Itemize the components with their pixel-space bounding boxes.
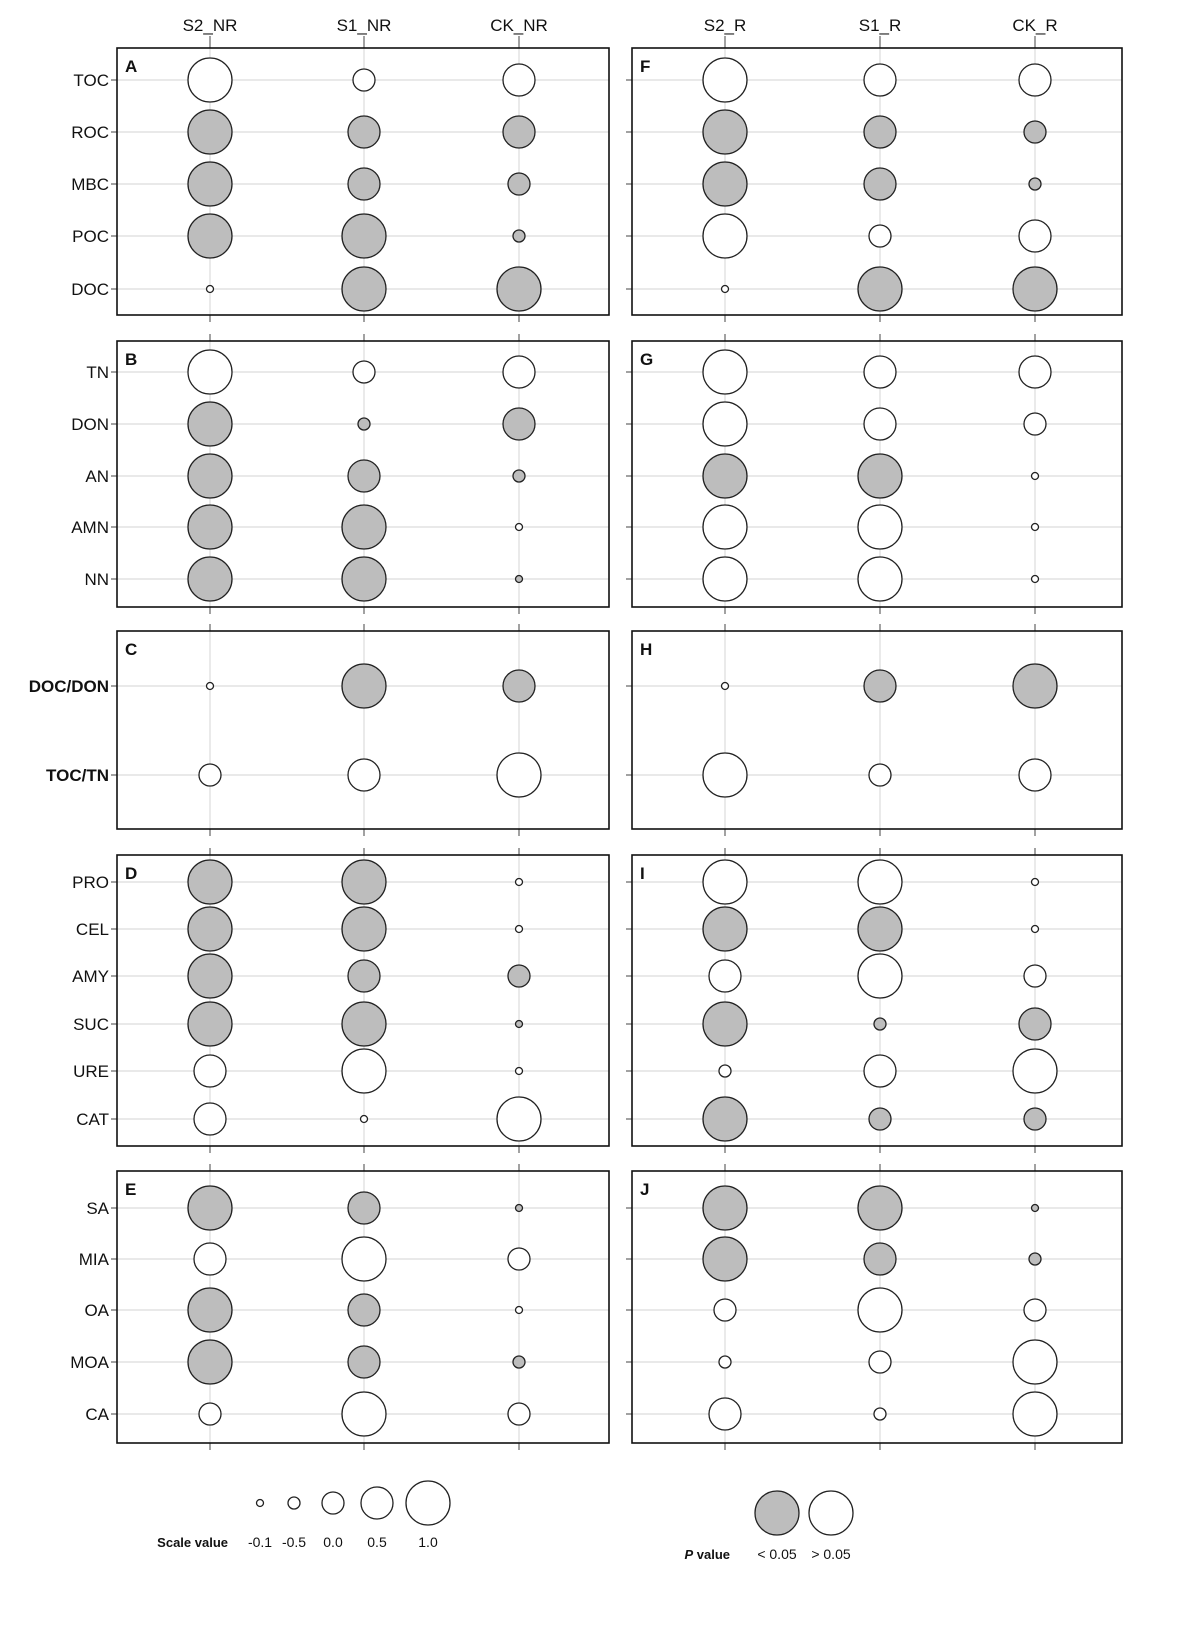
row-label-doc: DOC bbox=[71, 280, 109, 299]
bubble-oa-s2_nr bbox=[188, 1288, 232, 1332]
row-label-mbc: MBC bbox=[71, 175, 109, 194]
bubble-ure-s2_r bbox=[719, 1065, 731, 1077]
legend-scale bbox=[157, 1481, 450, 1550]
bubble-an-s1_nr bbox=[348, 460, 380, 492]
bubble-cat-s2_r bbox=[703, 1097, 747, 1141]
bubble-toc-ck_nr bbox=[503, 64, 535, 96]
bubble-pro-s1_r bbox=[858, 860, 902, 904]
bubble-nn-ck_nr bbox=[516, 576, 523, 583]
bubble-doc-don-s2_nr bbox=[207, 683, 214, 690]
column-label-CK_R: CK_R bbox=[1012, 16, 1058, 35]
bubble-roc-ck_r bbox=[1024, 121, 1046, 143]
bubble-mbc-s1_r bbox=[864, 168, 896, 200]
panel-letter: C bbox=[125, 640, 138, 659]
bubble-poc-s2_nr bbox=[188, 214, 232, 258]
bubble-cel-s2_nr bbox=[188, 907, 232, 951]
bubble-mia-s1_r bbox=[864, 1243, 896, 1275]
bubble-pro-ck_nr bbox=[516, 879, 523, 886]
bubble-mia-ck_nr bbox=[508, 1248, 530, 1270]
legend-scale-label: 0.5 bbox=[367, 1534, 387, 1550]
bubble-amy-s2_r bbox=[709, 960, 741, 992]
bubble-pro-s2_nr bbox=[188, 860, 232, 904]
row-label-oa: OA bbox=[84, 1301, 109, 1320]
bubble-amy-ck_r bbox=[1024, 965, 1046, 987]
bubble-cat-ck_nr bbox=[497, 1097, 541, 1141]
bubble-toc-s1_r bbox=[864, 64, 896, 96]
bubble-mbc-s2_r bbox=[703, 162, 747, 206]
bubble-amn-s2_nr bbox=[188, 505, 232, 549]
bubble-ca-ck_r bbox=[1013, 1392, 1057, 1436]
panel-I bbox=[626, 848, 1122, 1153]
bubble-an-ck_r bbox=[1032, 473, 1039, 480]
bubble-tn-ck_nr bbox=[503, 356, 535, 388]
bubble-nn-s1_nr bbox=[342, 557, 386, 601]
bubble-mia-s1_nr bbox=[342, 1237, 386, 1281]
row-label-amy: AMY bbox=[72, 967, 109, 986]
bubble-roc-ck_nr bbox=[503, 116, 535, 148]
panel-A bbox=[111, 41, 609, 322]
bubble-pro-s2_r bbox=[703, 860, 747, 904]
legend-scale-bubble bbox=[257, 1500, 264, 1507]
bubble-doc-s1_r bbox=[858, 267, 902, 311]
bubble-toc-tn-s1_nr bbox=[348, 759, 380, 791]
bubble-amy-ck_nr bbox=[508, 965, 530, 987]
bubble-doc-s2_nr bbox=[207, 286, 214, 293]
row-label-mia: MIA bbox=[78, 1250, 109, 1269]
bubble-ure-s1_r bbox=[864, 1055, 896, 1087]
panel-H bbox=[626, 624, 1122, 836]
bubble-doc-s1_nr bbox=[342, 267, 386, 311]
row-label-toc: TOC bbox=[73, 71, 109, 90]
bubble-cel-s2_r bbox=[703, 907, 747, 951]
bubble-suc-s1_r bbox=[874, 1018, 886, 1030]
row-label-suc: SUC bbox=[73, 1015, 109, 1034]
panel-letter: F bbox=[640, 57, 651, 76]
legend-scale-label: -0.5 bbox=[281, 1534, 307, 1550]
legend-scale-bubble bbox=[322, 1492, 344, 1514]
bubble-mbc-ck_r bbox=[1029, 178, 1041, 190]
row-label-ure: URE bbox=[73, 1062, 109, 1081]
bubble-tn-s2_nr bbox=[188, 350, 232, 394]
legend-p-value bbox=[684, 1491, 853, 1562]
bubble-don-s2_nr bbox=[188, 402, 232, 446]
bubble-don-s1_r bbox=[864, 408, 896, 440]
bubble-toc-tn-s2_nr bbox=[199, 764, 221, 786]
row-label-doc-don: DOC/DON bbox=[28, 677, 109, 696]
bubble-oa-ck_nr bbox=[516, 1307, 523, 1314]
bubble-toc-s2_nr bbox=[188, 58, 232, 102]
legend-scale-bubble bbox=[288, 1497, 300, 1509]
bubble-don-ck_r bbox=[1024, 413, 1046, 435]
bubble-amn-ck_r bbox=[1032, 524, 1039, 531]
bubble-doc-ck_nr bbox=[497, 267, 541, 311]
legend-p-title: P value bbox=[684, 1547, 730, 1562]
bubble-nn-s1_r bbox=[858, 557, 902, 601]
bubble-don-s1_nr bbox=[358, 418, 370, 430]
row-label-tn: TN bbox=[86, 363, 109, 382]
bubble-suc-s2_nr bbox=[188, 1002, 232, 1046]
bubble-suc-ck_nr bbox=[516, 1021, 523, 1028]
row-label-ca: CA bbox=[85, 1405, 109, 1424]
bubble-an-s1_r bbox=[858, 454, 902, 498]
row-label-sa: SA bbox=[86, 1199, 109, 1218]
legend-scale-label: 1.0 bbox=[418, 1534, 438, 1550]
bubble-cel-s1_r bbox=[858, 907, 902, 951]
bubble-ca-s1_r bbox=[874, 1408, 886, 1420]
legend-p-label: < 0.05 bbox=[757, 1546, 797, 1562]
legend-p-bubble bbox=[755, 1491, 799, 1535]
bubble-don-s2_r bbox=[703, 402, 747, 446]
panel-frame bbox=[632, 631, 1122, 829]
bubble-doc-s2_r bbox=[722, 286, 729, 293]
bubble-toc-ck_r bbox=[1019, 64, 1051, 96]
row-label-moa: MOA bbox=[70, 1353, 109, 1372]
bubble-pro-s1_nr bbox=[342, 860, 386, 904]
bubble-moa-s1_nr bbox=[348, 1346, 380, 1378]
bubble-ure-s1_nr bbox=[342, 1049, 386, 1093]
bubble-tn-s1_r bbox=[864, 356, 896, 388]
bubble-amn-s1_nr bbox=[342, 505, 386, 549]
bubble-an-ck_nr bbox=[513, 470, 525, 482]
panel-G bbox=[626, 334, 1122, 614]
bubble-oa-s1_nr bbox=[348, 1294, 380, 1326]
bubble-poc-s1_nr bbox=[342, 214, 386, 258]
bubble-mia-s2_nr bbox=[194, 1243, 226, 1275]
panel-letter: B bbox=[125, 350, 138, 369]
bubble-moa-ck_r bbox=[1013, 1340, 1057, 1384]
column-label-S1_NR: S1_NR bbox=[336, 16, 392, 35]
bubble-doc-ck_r bbox=[1013, 267, 1057, 311]
bubble-cat-s1_nr bbox=[361, 1116, 368, 1123]
bubble-doc-don-s1_r bbox=[864, 670, 896, 702]
bubble-sa-ck_r bbox=[1032, 1205, 1039, 1212]
legend-p-label: > 0.05 bbox=[811, 1546, 851, 1562]
bubble-oa-s2_r bbox=[714, 1299, 736, 1321]
bubble-doc-don-s1_nr bbox=[342, 664, 386, 708]
bubble-moa-ck_nr bbox=[513, 1356, 525, 1368]
row-label-nn: NN bbox=[84, 570, 109, 589]
row-label-cat: CAT bbox=[76, 1110, 109, 1129]
bubble-tn-s1_nr bbox=[353, 361, 375, 383]
bubble-suc-s2_r bbox=[703, 1002, 747, 1046]
bubble-amn-s1_r bbox=[858, 505, 902, 549]
legend-scale-title: Scale value bbox=[157, 1535, 228, 1550]
bubble-mbc-s1_nr bbox=[348, 168, 380, 200]
row-label-an: AN bbox=[85, 467, 109, 486]
bubble-tn-ck_r bbox=[1019, 356, 1051, 388]
bubble-amy-s2_nr bbox=[188, 954, 232, 998]
row-label-poc: POC bbox=[72, 227, 109, 246]
panel-F bbox=[626, 41, 1122, 322]
bubble-mbc-s2_nr bbox=[188, 162, 232, 206]
legend-scale-bubble bbox=[406, 1481, 450, 1525]
bubble-cat-ck_r bbox=[1024, 1108, 1046, 1130]
bubble-mia-s2_r bbox=[703, 1237, 747, 1281]
bubble-nn-s2_nr bbox=[188, 557, 232, 601]
column-label-CK_NR: CK_NR bbox=[490, 16, 548, 35]
bubble-pro-ck_r bbox=[1032, 879, 1039, 886]
panel-letter: I bbox=[640, 864, 645, 883]
bubble-moa-s2_r bbox=[719, 1356, 731, 1368]
panel-letter: A bbox=[125, 57, 138, 76]
bubble-toc-tn-s1_r bbox=[869, 764, 891, 786]
legend-scale-label: -0.1 bbox=[247, 1534, 273, 1550]
bubble-sa-ck_nr bbox=[516, 1205, 523, 1212]
bubble-moa-s1_r bbox=[869, 1351, 891, 1373]
bubble-roc-s2_nr bbox=[188, 110, 232, 154]
panel-C bbox=[111, 624, 609, 836]
bubble-tn-s2_r bbox=[703, 350, 747, 394]
bubble-toc-tn-ck_r bbox=[1019, 759, 1051, 791]
bubble-ca-s2_nr bbox=[199, 1403, 221, 1425]
bubble-ca-s1_nr bbox=[342, 1392, 386, 1436]
panel-letter: H bbox=[640, 640, 653, 659]
bubble-cat-s2_nr bbox=[194, 1103, 226, 1135]
bubble-nn-ck_r bbox=[1032, 576, 1039, 583]
bubble-amy-s1_nr bbox=[348, 960, 380, 992]
panel-E bbox=[111, 1164, 609, 1450]
panel-J bbox=[626, 1164, 1122, 1450]
bubble-sa-s1_r bbox=[858, 1186, 902, 1230]
bubble-amn-s2_r bbox=[703, 505, 747, 549]
bubble-roc-s1_nr bbox=[348, 116, 380, 148]
bubble-an-s2_nr bbox=[188, 454, 232, 498]
bubble-cel-ck_r bbox=[1032, 926, 1039, 933]
legend-p-bubble bbox=[809, 1491, 853, 1535]
panel-letter: J bbox=[640, 1180, 650, 1199]
bubble-ca-s2_r bbox=[709, 1398, 741, 1430]
bubble-cel-s1_nr bbox=[342, 907, 386, 951]
bubble-an-s2_r bbox=[703, 454, 747, 498]
row-label-amn: AMN bbox=[71, 518, 109, 537]
bubble-poc-ck_r bbox=[1019, 220, 1051, 252]
panel-B bbox=[111, 334, 609, 614]
column-label-S2_R: S2_R bbox=[703, 16, 747, 35]
bubble-suc-s1_nr bbox=[342, 1002, 386, 1046]
bubble-cel-ck_nr bbox=[516, 926, 523, 933]
bubble-nn-s2_r bbox=[703, 557, 747, 601]
bubble-toc-s2_r bbox=[703, 58, 747, 102]
bubble-toc-tn-s2_r bbox=[703, 753, 747, 797]
panel-D bbox=[111, 848, 609, 1153]
bubble-toc-tn-ck_nr bbox=[497, 753, 541, 797]
bubble-cat-s1_r bbox=[869, 1108, 891, 1130]
bubble-roc-s2_r bbox=[703, 110, 747, 154]
bubble-mbc-ck_nr bbox=[508, 173, 530, 195]
row-label-pro: PRO bbox=[72, 873, 109, 892]
bubble-ure-s2_nr bbox=[194, 1055, 226, 1087]
bubble-amn-ck_nr bbox=[516, 524, 523, 531]
bubble-don-ck_nr bbox=[503, 408, 535, 440]
row-label-roc: ROC bbox=[71, 123, 109, 142]
bubble-doc-don-ck_r bbox=[1013, 664, 1057, 708]
bubble-mia-ck_r bbox=[1029, 1253, 1041, 1265]
bubble-sa-s1_nr bbox=[348, 1192, 380, 1224]
bubble-toc-s1_nr bbox=[353, 69, 375, 91]
bubble-poc-s2_r bbox=[703, 214, 747, 258]
bubble-poc-ck_nr bbox=[513, 230, 525, 242]
panel-frame bbox=[117, 631, 609, 829]
bubble-amy-s1_r bbox=[858, 954, 902, 998]
bubble-roc-s1_r bbox=[864, 116, 896, 148]
bubble-ure-ck_r bbox=[1013, 1049, 1057, 1093]
bubble-poc-s1_r bbox=[869, 225, 891, 247]
legend-scale-label: 0.0 bbox=[323, 1534, 343, 1550]
row-label-don: DON bbox=[71, 415, 109, 434]
column-label-S1_R: S1_R bbox=[858, 16, 902, 35]
bubble-oa-s1_r bbox=[858, 1288, 902, 1332]
row-label-cel: CEL bbox=[75, 920, 109, 939]
column-label-S2_NR: S2_NR bbox=[182, 16, 238, 35]
bubble-sa-s2_nr bbox=[188, 1186, 232, 1230]
bubble-ure-ck_nr bbox=[516, 1068, 523, 1075]
row-label-toc-tn: TOC/TN bbox=[46, 766, 109, 785]
bubble-ca-ck_nr bbox=[508, 1403, 530, 1425]
bubble-doc-don-ck_nr bbox=[503, 670, 535, 702]
bubble-suc-ck_r bbox=[1019, 1008, 1051, 1040]
bubble-sa-s2_r bbox=[703, 1186, 747, 1230]
panel-letter: G bbox=[640, 350, 654, 369]
legend-scale-bubble bbox=[361, 1487, 393, 1519]
bubble-moa-s2_nr bbox=[188, 1340, 232, 1384]
panel-letter: D bbox=[125, 864, 138, 883]
bubble-oa-ck_r bbox=[1024, 1299, 1046, 1321]
bubble-doc-don-s2_r bbox=[722, 683, 729, 690]
panel-letter: E bbox=[125, 1180, 137, 1199]
